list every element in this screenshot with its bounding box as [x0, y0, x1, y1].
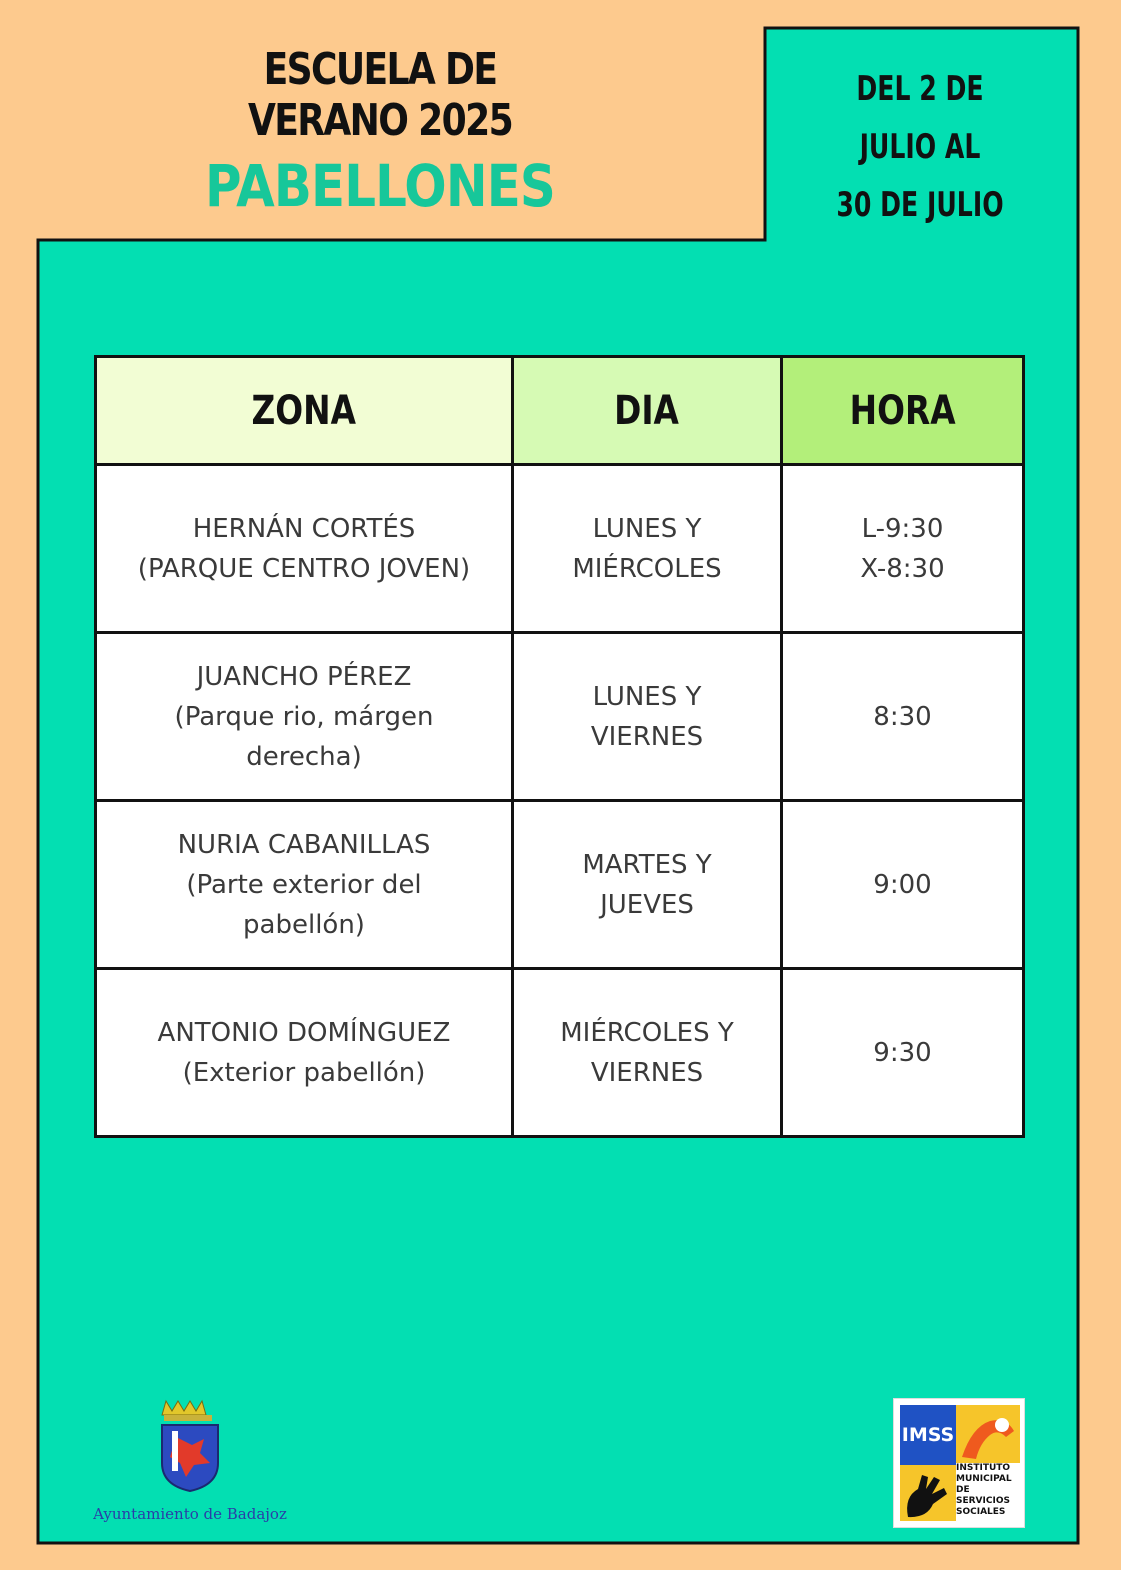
cell-dia-line: MARTES Y	[582, 849, 712, 880]
cell-zona-line: (Parque rio, márgen	[174, 701, 434, 732]
date-range-line-2: 30 DE JULIO	[836, 185, 1004, 225]
table-row	[96, 465, 1024, 633]
cell-dia-line: LUNES Y	[592, 681, 702, 712]
cell-zona	[96, 801, 513, 969]
cell-dia-line: MIÉRCOLES	[572, 553, 722, 584]
cell-zona-line: (Exterior pabellón)	[182, 1057, 426, 1088]
cell-zona-line: (Parte exterior del	[186, 869, 422, 900]
ayuntamiento-caption: Ayuntamiento de Badajoz	[93, 1505, 287, 1523]
imss-logo	[893, 1398, 1025, 1528]
cell-zona-line: derecha)	[246, 741, 362, 772]
cell-dia-line: LUNES Y	[592, 513, 702, 544]
cell-zona-line: pabellón)	[243, 909, 365, 940]
page-title	[150, 44, 610, 220]
cell-dia-line: VIERNES	[590, 721, 704, 752]
cell-zona	[96, 633, 513, 801]
table-row	[96, 633, 1024, 801]
cell-zona-line: NURIA CABANILLAS	[177, 829, 431, 860]
header-zona: ZONA	[96, 357, 513, 465]
cell-zona-line: ANTONIO DOMÍNGUEZ	[157, 1017, 451, 1048]
cell-hora-line: X-8:30	[860, 553, 945, 584]
coat-of-arms-icon	[90, 1395, 290, 1495]
cell-zona-line: (PARQUE CENTRO JOVEN)	[137, 553, 471, 584]
cell-zona	[96, 969, 513, 1137]
cell-hora	[782, 633, 1024, 801]
cell-hora	[782, 801, 1024, 969]
cell-hora	[782, 969, 1024, 1137]
cell-hora-line: 9:00	[873, 869, 932, 900]
cell-hora-line: L-9:30	[861, 513, 944, 544]
cell-hora	[782, 465, 1024, 633]
imss-name: INSTITUTO MUNICIPAL DE SERVICIOS SOCIALES	[956, 1463, 1012, 1517]
cell-dia	[513, 465, 782, 633]
hand-icon	[900, 1465, 956, 1521]
title-line-1: ESCUELA DE VERANO 2025	[247, 44, 513, 146]
table-row	[96, 801, 1024, 969]
cell-zona	[96, 465, 513, 633]
cell-zona-line: HERNÁN CORTÉS	[192, 513, 416, 544]
cell-hora-line: 8:30	[873, 701, 932, 732]
cell-zona-line: JUANCHO PÉREZ	[196, 661, 412, 692]
cell-dia	[513, 969, 782, 1137]
cell-dia-line: VIERNES	[590, 1057, 704, 1088]
cell-dia	[513, 633, 782, 801]
table-row	[96, 969, 1024, 1137]
cell-dia	[513, 801, 782, 969]
cell-dia-line: JUEVES	[600, 889, 694, 920]
cell-dia-line: MIÉRCOLES Y	[560, 1017, 734, 1048]
title-line-2: PABELLONES	[204, 152, 556, 220]
hands-icon	[956, 1405, 1020, 1463]
header-dia: DIA	[513, 357, 782, 465]
date-range	[780, 60, 1060, 234]
header-hora: HORA	[782, 357, 1024, 465]
date-range-line-1: DEL 2 DE JULIO AL	[856, 69, 984, 167]
schedule-table	[94, 355, 1025, 1138]
cell-hora-line: 9:30	[873, 1037, 932, 1068]
table-header-row	[96, 357, 1024, 465]
imss-acronym: IMSS	[900, 1405, 956, 1465]
ayuntamiento-logo	[90, 1395, 290, 1523]
